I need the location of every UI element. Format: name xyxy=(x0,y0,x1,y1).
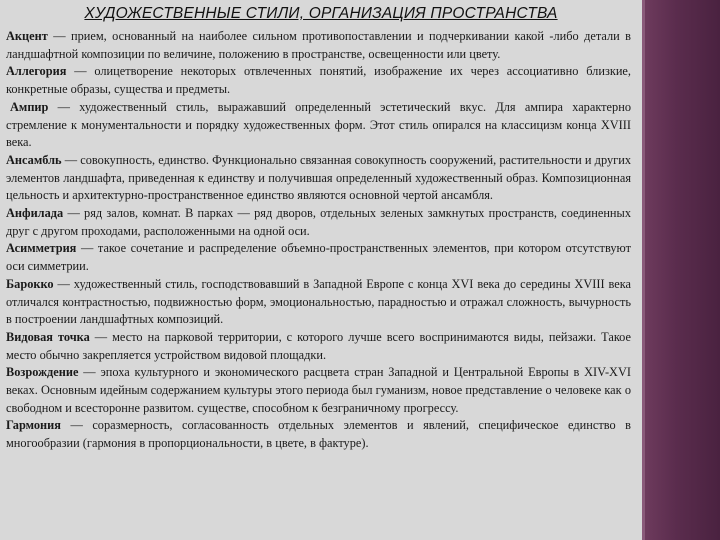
entry-definition: — прием, основанный на наиболее сильном противопоставлении и подчеркивании какой -либо детали в ландшафтной композиции по величине, положению в пространстве, освещенности или цвету. xyxy=(6,29,631,61)
entry-definition: — место на парковой территории, с которого лучше всего воспринимаются виды, пейзажи. Такое место обычно закрепляется устройством видовой площадки. xyxy=(6,329,631,362)
glossary-entry-renaissance xyxy=(6,364,631,417)
entry-term: Ампир xyxy=(10,99,49,114)
glossary-entry-ensemble xyxy=(6,152,631,205)
entry-definition: — художественный стиль, выражавший определенный эстетический вкус. Для ампира характерно стремление к монументальности и порядку художественных форм. Этот стиль опирался на классицизм конца XVIII века. xyxy=(6,99,631,150)
entry-term: Асимметрия xyxy=(6,241,77,256)
entry-definition: — совокупность, единство. Функционально связанная совокупность сооружений, растительности и других элементов ландшафта, приведенная к единству и получившая определенный художественный образ. Композиционная цельность и архитектурно-пространственное единство являются основной чертой ансамбля. xyxy=(6,152,631,203)
entry-term: Ансамбль xyxy=(6,152,62,167)
entry-term: Гармония xyxy=(6,418,61,433)
entry-term: Аллегория xyxy=(6,64,67,79)
glossary-entry-accent xyxy=(6,28,631,63)
glossary-entry-harmony xyxy=(6,417,631,452)
entry-term: Барокко xyxy=(6,276,54,291)
page-title: ХУДОЖЕСТВЕННЫЕ СТИЛИ, ОРГАНИЗАЦИЯ ПРОСТРАНСТВА xyxy=(84,5,558,22)
entry-term: Анфилада xyxy=(6,206,64,221)
entry-definition: — ряд залов, комнат. В парках — ряд дворов, отдельных зеленых замкнутых пространств, соединенных друг с другом проходами, расположенными на одной оси. xyxy=(6,206,631,238)
glossary-entry-empire xyxy=(6,99,631,152)
decorative-sidebar xyxy=(642,0,720,540)
entry-definition: — художественный стиль, господствовавший в Западной Европе с конца XVI века до середины XVIII века отличался контрастностью, подвижностью форм, эмоциональностью, парадностью и отражал сложность, вычурность в построении ландшафтных композиций. xyxy=(6,276,631,327)
entry-definition: — эпоха культурного и экономического расцвета стран Западной и Центральной Европы в XIV-XVI веках. Основным идейным содержанием культуры этого периода был гуманизм, новое представление о человеке как о свободном и всесторонне развитом. существе, способном к безграничному прогрессу. xyxy=(6,365,631,415)
glossary-entry-viewpoint xyxy=(6,329,631,364)
entry-term: Акцент xyxy=(6,29,48,43)
glossary-text xyxy=(6,28,631,453)
entry-term: Возрождение xyxy=(6,365,79,380)
entry-definition: — олицетворение некоторых отвлеченных понятий, изображение их через ассоциативно близкие, конкретные образы, существа и предметы. xyxy=(6,64,631,97)
entry-definition: — такое сочетание и распределение объемно-пространственных элементов, при котором отсутствуют оси симметрии. xyxy=(6,241,631,274)
glossary-entry-enfilade xyxy=(6,205,631,240)
glossary-entry-allegory xyxy=(6,63,631,98)
glossary-entry-asymmetry xyxy=(6,240,631,275)
glossary-entry-baroque xyxy=(6,276,631,329)
entry-term: Видовая точка xyxy=(6,329,90,344)
entry-definition: — соразмерность, согласованность отдельных элементов и явлений, специфическое единство в многообразии (гармония в пропорциональности, в цвете, в фактуре). xyxy=(6,418,631,451)
